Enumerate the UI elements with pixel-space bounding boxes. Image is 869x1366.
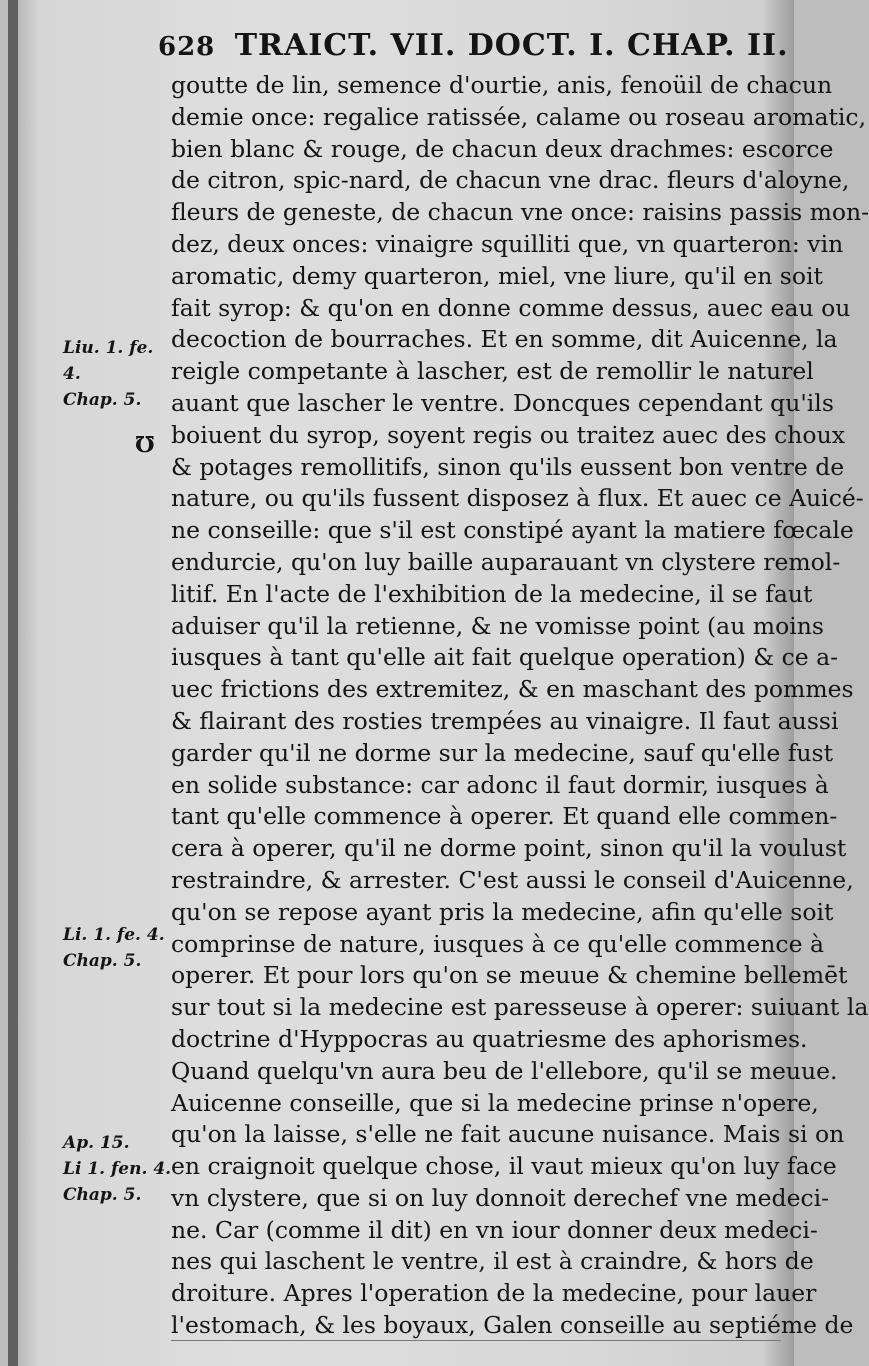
text-line: Quand quelqu'vn aura beu de l'ellebore, qu'il se meuue. [171,1056,838,1085]
text-line: & flairant des rosties trempées au vinaigre. Il faut aussi [171,706,839,735]
body-text [171,70,869,1342]
text-line: comprinse de nature, iusques à ce qu'elle commence à [171,929,824,958]
text-line: fleurs de geneste, de chacun vne once: raisins passis mon- [171,198,869,227]
text-line: droiture. Apres l'operation de la medecine, pour lauer [171,1279,817,1308]
text-line: Auicenne conseille, que si la medecine prinse n'opere, [171,1088,819,1117]
text-line: ne conseille: que s'il est constipé ayant la matiere fœcale [171,516,854,545]
text-line: dez, deux onces: vinaigre squilliti que, vn quarteron: vin [171,229,844,258]
text-line: nes qui laschent le ventre, il est à craindre, & hors de [171,1247,814,1276]
text-line: qu'on la laisse, s'elle ne fait aucune nuisance. Mais si on [171,1120,845,1149]
text-line: decoction de bourraches. Et en somme, dit Auicenne, la [171,325,838,354]
text-line: goutte de lin, semence d'ourtie, anis, fenoüil de chacun [171,71,833,99]
running-header [158,28,798,63]
text-line: reigle competante à lascher, est de remollir le naturel [171,357,814,386]
margin-note: Ap. 15. Li 1. fen. 4. Chap. 5. [63,1133,172,1205]
running-title: TRAICT. VII. DOCT. I. CHAP. II. [234,28,789,63]
text-line: operer. Et pour lors qu'on se meuue & chemine bellemēt [171,961,848,990]
text-line: fait syrop: & qu'on en donne comme dessus, auec eau ou [171,293,851,322]
page-number: 628 [158,32,216,62]
page-bottom-edge [171,1340,781,1341]
text-line: en craignoit quelque chose, il vaut mieux qu'on luy face [171,1152,837,1181]
text-line: bien blanc & rouge, de chacun deux drachmes: escorce [171,134,834,163]
text-line: endurcie, qu'on luy baille auparauant vn clystere remol- [171,547,841,576]
text-line: restraindre, & arrester. C'est aussi le conseil d'Auicenne, [171,865,854,894]
text-line: vn clystere, que si on luy donnoit derechef vne medeci- [171,1183,830,1212]
text-line: aduiser qu'il la retienne, & ne vomisse point (au moins [171,611,824,640]
text-line: de citron, spic-nard, de chacun vne drac. fleurs d'aloyne, [171,166,850,195]
text-line: demie once: regalice ratissée, calame ou roseau aromatic, [171,102,867,131]
text-line: iusques à tant qu'elle ait fait quelque operation) & ce a- [171,643,839,672]
text-line: ne. Car (comme il dit) en vn iour donner deux medeci- [171,1215,818,1244]
text-line: garder qu'il ne dorme sur la medecine, sauf qu'elle fust [171,738,834,767]
text-line: en solide substance: car adonc il faut dormir, iusques à [171,770,829,799]
text-line: aromatic, demy quarteron, miel, vne liure, qu'il en soit [171,261,823,290]
book-page [8,0,869,1366]
text-line: tant qu'elle commence à operer. Et quand elle commen- [171,802,838,831]
text-line: uec frictions des extremitez, & en maschant des pommes [171,675,854,704]
text-line: auant que lascher le ventre. Doncques cependant qu'ils [171,388,834,417]
text-line: l'estomach, & les boyaux, Galen conseille au septiéme de [171,1311,854,1340]
text-line: litif. En l'acte de l'exhibition de la medecine, il se faut [171,579,813,608]
margin-note: Liu. 1. fe. 4. Chap. 5. [63,338,154,410]
text-line: sur tout si la medecine est paresseuse à operer: suiuant la [171,993,869,1022]
text-line: nature, ou qu'ils fussent disposez à flux. Et auec ce Auicé- [171,484,864,513]
marginal-mark: ℧ [135,432,155,458]
margin-note: Li. 1. fe. 4. Chap. 5. [63,925,165,971]
text-line: boiuent du syrop, soyent regis ou traitez auec des choux [171,420,845,449]
text-line: & potages remollitifs, sinon qu'ils eussent bon ventre de [171,452,845,481]
text-line: cera à operer, qu'il ne dorme point, sinon qu'il la voulust [171,834,847,863]
text-line: qu'on se repose ayant pris la medecine, afin qu'elle soit [171,897,834,926]
text-line: doctrine d'Hyppocras au quatriesme des aphorismes. [171,1024,808,1053]
binding-gutter [8,0,18,1366]
